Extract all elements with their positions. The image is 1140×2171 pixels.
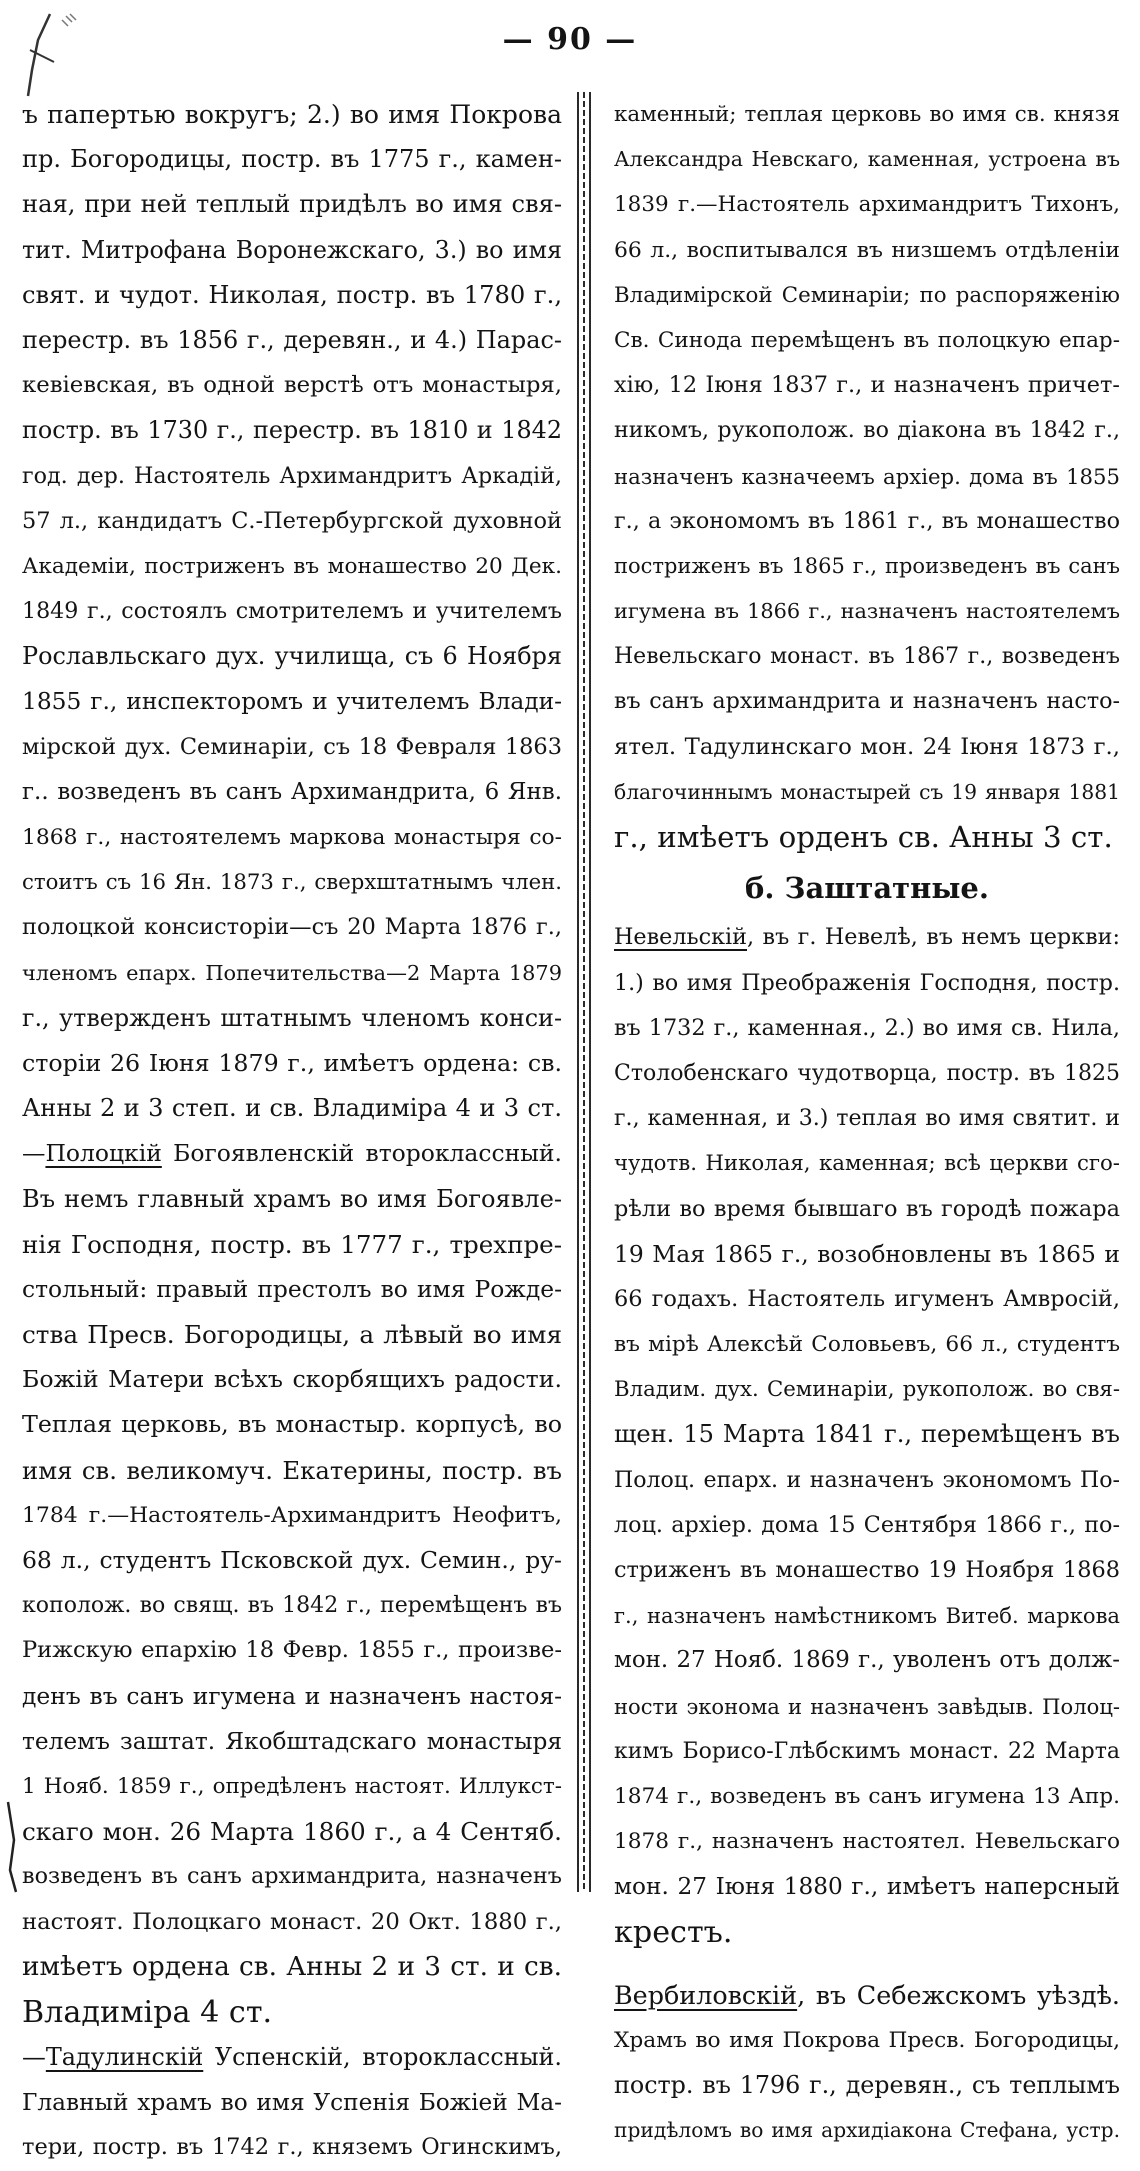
text-line: Храмъ во имя Покрова Пресв. Богородицы, bbox=[614, 2027, 1120, 2053]
text-line: 1874 г., возведенъ въ санъ игумена 13 Апр. bbox=[614, 1783, 1120, 1809]
text-line: постр. въ 1796 г., деревян., съ теплымъ bbox=[614, 2071, 1120, 2100]
text-line: стольный: правый престолъ во имя Рожде- bbox=[22, 1274, 562, 1303]
text-line: никомъ, рукополож. во діакона въ 1842 г., bbox=[614, 417, 1120, 444]
text-line: Столобенскаго чудотворца, постр. въ 1825 bbox=[614, 1060, 1120, 1086]
text-line: хію, 12 Іюня 1837 г., и назначенъ причет- bbox=[614, 372, 1120, 399]
column-divider-dash bbox=[583, 92, 585, 1892]
left-column bbox=[22, 92, 562, 2171]
page-number: — 90 — bbox=[502, 22, 638, 57]
text-line: 57 л., кандидатъ С.-Петербургской духовной bbox=[22, 507, 562, 534]
text-line: чудотв. Николая, каменная; всѣ церкви сго- bbox=[614, 1151, 1120, 1177]
text-line: кополож. во свящ. въ 1842 г., перемѣщенъ въ bbox=[22, 1593, 562, 1619]
text-line: 66 годахъ. Настоятель игуменъ Амвросій, bbox=[614, 1285, 1120, 1312]
text-line: 1.) во имя Преображенія Господня, постр. bbox=[614, 969, 1120, 996]
text-line: Въ немъ главный храмъ во имя Богоявле- bbox=[22, 1184, 562, 1213]
monastery-name-underlined: Вербиловскій bbox=[614, 1979, 798, 2010]
text-line: 1868 г., настоятелемъ маркова монастыря со- bbox=[22, 825, 562, 850]
monastery-name-underlined: Полоцкій bbox=[45, 1139, 162, 1168]
text-line: пр. Богородицы, постр. въ 1775 г., камен- bbox=[22, 145, 562, 174]
text-line: 1839 г.—Настоятель архимандритъ Тихонъ, bbox=[614, 192, 1120, 218]
monastery-name-underlined: Тадулинскій bbox=[45, 2043, 204, 2072]
text-line: Рижскую епархію 18 Февр. 1855 г., произве- bbox=[22, 1637, 562, 1664]
text-line: постриженъ въ 1865 г., произведенъ въ санъ bbox=[614, 553, 1120, 578]
text-line: имя св. великомуч. Екатерины, постр. въ bbox=[22, 1455, 562, 1485]
text-line: мірской дух. Семинаріи, съ 18 Февраля 1863 bbox=[22, 733, 562, 760]
text-line: имѣетъ ордена св. Анны 2 и 3 ст. и св. bbox=[22, 1951, 562, 1982]
text-line: 1855 г., инспекторомъ и учителемъ Влади- bbox=[22, 688, 562, 716]
monastery-name-underlined: Невельскій bbox=[614, 924, 748, 951]
text-line: 1784 г.—Настоятель-Архимандритъ Неофитъ, bbox=[22, 1502, 562, 1528]
text-line: крестъ. bbox=[614, 1914, 733, 1950]
text-line: тит. Митрофана Воронежскаго, 3.) во имя bbox=[22, 235, 562, 264]
text-line: г.. возведенъ въ санъ Архимандрита, 6 Янв. bbox=[22, 778, 562, 805]
text-line: год. дер. Настоятель Архимандритъ Аркадій, bbox=[22, 462, 562, 489]
text-line: мон. 27 Нояб. 1869 г., уволенъ отъ долж- bbox=[614, 1647, 1120, 1674]
text-line: Анны 2 и 3 степ. и св. Владиміра 4 и 3 ст. bbox=[22, 1094, 562, 1123]
text-line: г., назначенъ намѣстникомъ Витеб. маркова bbox=[614, 1603, 1120, 1629]
section-heading-zashtatnye: б. Заштатные. bbox=[745, 871, 989, 906]
text-line: кимъ Борисо-Глѣбскимъ монаст. 22 Марта bbox=[614, 1738, 1120, 1764]
text-line: постр. въ 1730 г., перестр. въ 1810 и 1842 bbox=[22, 416, 562, 445]
text-line: назначенъ казначеемъ архіер. дома въ 1855 bbox=[614, 463, 1120, 489]
text-line: Невельскаго монаст. въ 1867 г., возведенъ bbox=[614, 644, 1120, 670]
text-line: г., каменная, и 3.) теплая во имя святит. и bbox=[614, 1106, 1120, 1132]
text-line: Владиміра 4 ст. bbox=[22, 1994, 273, 2030]
text-line: игумена въ 1866 г., назначенъ настоятелемъ bbox=[614, 599, 1120, 624]
text-line: Александра Невскаго, каменная, устроена въ bbox=[614, 147, 1120, 172]
text-line: 1 Нояб. 1859 г., опредѣленъ настоят. Иллукст- bbox=[22, 1773, 562, 1799]
text-line: щен. 15 Марта 1841 г., перемѣщенъ въ bbox=[614, 1420, 1120, 1449]
entry-start-nevel: Невельскій, въ г. Невелѣ, въ немъ церкви: bbox=[614, 924, 1120, 951]
text-line: Владим. дух. Семинаріи, рукополож. во свя- bbox=[614, 1377, 1120, 1403]
text-line: стоитъ съ 16 Ян. 1873 г., сверхштатнымъ член. bbox=[22, 870, 562, 896]
text-line: г., а экономомъ въ 1861 г., въ монашество bbox=[614, 507, 1120, 534]
text-line: въ 1732 г., каменная., 2.) во имя св. Нила, bbox=[614, 1014, 1120, 1041]
text-line: Главный храмъ во имя Успенія Божіей Ма- bbox=[22, 2089, 562, 2117]
text-line: лоц. архіер. дома 15 Сентября 1866 г., по- bbox=[614, 1511, 1120, 1538]
text-line: сторіи 26 Іюня 1879 г., имѣетъ ордена: св. bbox=[22, 1048, 562, 1077]
text-line: 1849 г., состоялъ смотрителемъ и учителемъ bbox=[22, 598, 562, 625]
column-divider bbox=[577, 92, 591, 1892]
text-line: 19 Мая 1865 г., возобновлены въ 1865 и bbox=[614, 1239, 1120, 1268]
text-line: денъ въ санъ игумена и назначенъ настоя- bbox=[22, 1681, 562, 1710]
margin-scribble-mark bbox=[2, 1800, 32, 1895]
text-line: ная, при ней теплый придѣлъ во имя свя- bbox=[22, 190, 562, 219]
text-line: придѣломъ во имя архидіакона Стефана, устр. bbox=[614, 2118, 1120, 2143]
text-line: Божій Матери всѣхъ скорбящихъ радости. bbox=[22, 1365, 562, 1394]
text-line: въ санъ архимандрита и назначенъ насто- bbox=[614, 688, 1120, 715]
text-line: полоцкой консисторіи—съ 20 Марта 1876 г., bbox=[22, 914, 562, 941]
text-line: членомъ епарх. Попечительства—2 Марта 1879 bbox=[22, 960, 562, 985]
text-line: ятел. Тадулинскаго мон. 24 Іюня 1873 г., bbox=[614, 733, 1120, 760]
text-line: 1878 г., назначенъ настоятел. Невельскаго bbox=[614, 1829, 1120, 1855]
text-line: ъ папертью вокругъ; 2.) во имя Покрова bbox=[22, 100, 562, 129]
text-line: нія Господня, постр. въ 1777 г., трехпре- bbox=[22, 1229, 562, 1259]
text-line: возведенъ въ санъ архимандрита, назначенъ bbox=[22, 1863, 562, 1890]
text-line: рѣли во время бывшаго въ городѣ пожара bbox=[614, 1195, 1120, 1222]
text-line: скаго мон. 26 Марта 1860 г., а 4 Сентяб. bbox=[22, 1817, 562, 1847]
text-line: ства Пресв. Богородицы, а лѣвый во имя bbox=[22, 1320, 562, 1350]
entry-start-tadulino: —Тадулинскій Успенскій, второклассный. bbox=[22, 2043, 562, 2072]
text-line: свят. и чудот. Николая, постр. въ 1780 г., bbox=[22, 280, 562, 309]
text-line: Полоц. епарх. и назначенъ экономомъ По- bbox=[614, 1467, 1120, 1493]
text-line: 68 л., студентъ Псковской дух. Семин., ру- bbox=[22, 1546, 562, 1574]
text-line: перестр. въ 1856 г., деревян., и 4.) Парас- bbox=[22, 325, 562, 354]
text-line: г., утвержденъ штатнымъ членомъ конси- bbox=[22, 1003, 562, 1032]
text-line: въ мірѣ Алексѣй Соловьевъ, 66 л., студентъ bbox=[614, 1332, 1120, 1358]
text-line: ности эконома и назначенъ завѣдыв. Полоц- bbox=[614, 1693, 1120, 1719]
text-line: стриженъ въ монашество 19 Ноября 1868 bbox=[614, 1557, 1120, 1583]
text-line: настоят. Полоцкаго монаст. 20 Окт. 1880 г., bbox=[22, 1908, 562, 1935]
text-line: мон. 27 Іюня 1880 г., имѣетъ наперсный bbox=[614, 1873, 1120, 1901]
text-line: благочиннымъ монастырей съ 19 января 1881 bbox=[614, 779, 1120, 804]
entry-start-polotsk: —Полоцкій Богоявленскій второклассный. bbox=[22, 1139, 562, 1168]
text-line: Владимірской Семинаріи; по распоряженію bbox=[614, 282, 1120, 308]
text-line: каменный; теплая церковь во имя св. князя bbox=[614, 102, 1120, 127]
text-line: тери, постр. въ 1742 г., княземъ Огинскимъ, bbox=[22, 2134, 562, 2161]
paragraph-gap bbox=[614, 1955, 1120, 1973]
text-line: г., имѣетъ орденъ св. Анны 3 ст. bbox=[614, 820, 1113, 854]
text-line: кевіевская, въ одной верстѣ отъ монастыря, bbox=[22, 372, 562, 399]
text-line: Академіи, постриженъ въ монашество 20 Дек. bbox=[22, 553, 562, 579]
text-line: Рославльскаго дух. училища, съ 6 Ноября bbox=[22, 642, 562, 671]
text-line: Теплая церковь, въ монастыр. корпусѣ, во bbox=[22, 1410, 562, 1439]
text-line: Св. Синода перемѣщенъ въ полоцкую епар- bbox=[614, 327, 1120, 353]
entry-start-verbilovo: Вербиловскій, въ Себежскомъ уѣздѣ. bbox=[614, 1979, 1120, 2010]
text-line: 66 л., воспитывался въ низшемъ отдѣленіи bbox=[614, 237, 1120, 263]
right-column bbox=[614, 92, 1120, 2153]
text-line: телемъ заштат. Якобштадскаго монастыря bbox=[22, 1727, 562, 1755]
